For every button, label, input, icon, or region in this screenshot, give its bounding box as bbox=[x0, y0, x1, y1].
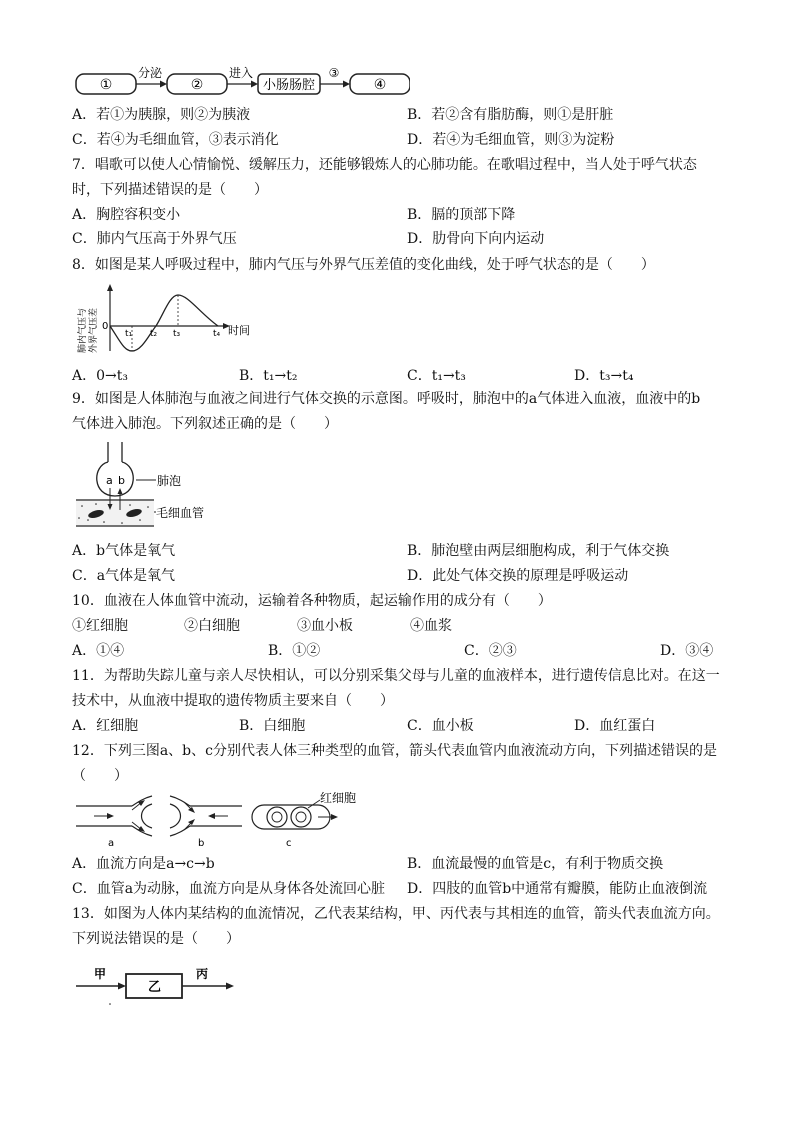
q11-option-c: C．血小板 bbox=[407, 718, 474, 734]
q12-label-b: b bbox=[198, 838, 205, 849]
q8-stem: 8．如图是某人呼吸过程中，肺内气压与外界气压差值的变化曲线，处于呼气状态的是（ ） bbox=[72, 257, 655, 273]
q8-option-c: C．t₁→t₃ bbox=[407, 368, 466, 384]
flow-box2: ② bbox=[190, 77, 204, 93]
flow-box1: ① bbox=[99, 77, 113, 93]
q12-option-d: D．四肢的血管b中通常有瓣膜，能防止血液倒流 bbox=[407, 881, 708, 897]
q9-option-a: A．b气体是氧气 bbox=[72, 543, 176, 559]
q9-option-c: C．a气体是氧气 bbox=[72, 568, 176, 584]
q8-ylabel-1: 肺内气压与 bbox=[78, 307, 88, 353]
q8-t1: t₁ bbox=[125, 329, 133, 339]
q11-option-a: A．红细胞 bbox=[72, 718, 139, 734]
q10-item-4: ④血浆 bbox=[410, 618, 452, 634]
q6-option-b: B．若②含有脂肪酶，则①是肝脏 bbox=[407, 107, 614, 123]
q7-stem-line1: 7．唱歌可以使人心情愉悦、缓解压力，还能够锻炼人的心肺功能。在歌唱过程中，当人处于呼气状态 bbox=[72, 157, 697, 173]
q13-stem-line1: 13．如图为人体内某结构的血流情况，乙代表某结构，甲、丙代表与其相连的血管，箭头代表血流方向。 bbox=[72, 906, 720, 922]
q12-label-c: c bbox=[286, 838, 292, 849]
q10-item-1: ①红细胞 bbox=[72, 618, 128, 634]
q6-option-a: A．若①为胰腺，则②为胰液 bbox=[72, 107, 251, 123]
q9-label-capillary: 毛细血管 bbox=[156, 506, 205, 520]
q10-stem: 10．血液在人体血管中流动，运输着各种物质，起运输作用的成分有（ ） bbox=[72, 593, 552, 609]
q12-label-a: a bbox=[108, 838, 115, 849]
q6-option-c: C．若④为毛细血管，③表示消化 bbox=[72, 132, 279, 148]
q8-ylabel-2: 外界气压差 bbox=[89, 307, 99, 353]
q8-origin: 0 bbox=[102, 321, 109, 332]
q6-option-d: D．若④为毛细血管，则③为淀粉 bbox=[407, 132, 615, 148]
flow-arrow2: 进入 bbox=[228, 66, 254, 80]
q8-t2: t₂ bbox=[150, 329, 158, 339]
q12-option-b: B．血流最慢的血管是c，有利于物质交换 bbox=[407, 856, 664, 872]
q13-label-jia: 甲 bbox=[94, 967, 107, 981]
q7-stem-line2: 时，下列描述错误的是（ ） bbox=[72, 182, 268, 198]
q9-option-b: B．肺泡壁由两层细胞构成，利于气体交换 bbox=[407, 543, 670, 559]
q12-option-a: A．血流方向是a→c→b bbox=[72, 856, 215, 872]
q12-option-c: C．血管a为动脉，血流方向是从身体各处流回心脏 bbox=[72, 881, 386, 897]
pressure-curve-figure bbox=[72, 283, 262, 355]
q8-xlabel: 时间 bbox=[228, 324, 250, 337]
q13-label-bing: 丙 bbox=[196, 967, 209, 981]
q10-option-b: B．①② bbox=[268, 643, 321, 659]
q13-label-yi: 乙 bbox=[148, 980, 162, 995]
flow-box3: 小肠肠腔 bbox=[262, 78, 316, 93]
digestion-flow-diagram bbox=[70, 64, 410, 104]
q9-label-alveolus: 肺泡 bbox=[157, 474, 182, 488]
q7-option-d: D．肋骨向下向内运动 bbox=[407, 231, 545, 247]
q10-option-c: C．②③ bbox=[464, 643, 517, 659]
q11-option-b: B．白细胞 bbox=[239, 718, 306, 734]
alveolus-exchange-figure bbox=[74, 440, 224, 530]
q9-stem-line1: 9．如图是人体肺泡与血液之间进行气体交换的示意图。呼吸时，肺泡中的a气体进入血液，血液中的b bbox=[72, 391, 701, 407]
q12-stem-line1: 12．下列三图a、b、c分别代表人体三种类型的血管，箭头代表血管内血液流动方向，下列描述错误的是 bbox=[72, 743, 717, 759]
q11-stem-line1: 11．为帮助失踪儿童与亲人尽快相认，可以分别采集父母与儿童的血液样本，进行遗传信息比对。在这一 bbox=[72, 668, 720, 684]
q12-stem-line2: （ ） bbox=[72, 768, 128, 784]
q9-label-a: a bbox=[106, 474, 113, 487]
q13-stem-line2: 下列说法错误的是（ ） bbox=[72, 931, 240, 947]
q8-option-d: D．t₃→t₄ bbox=[574, 368, 634, 384]
q10-item-2: ②白细胞 bbox=[184, 618, 240, 634]
q9-option-d: D．此处气体交换的原理是呼吸运动 bbox=[407, 568, 629, 584]
q7-option-c: C．肺内气压高于外界气压 bbox=[72, 231, 237, 247]
flow-box4: ④ bbox=[373, 77, 387, 93]
q10-option-d: D．③④ bbox=[660, 643, 714, 659]
q12-label-rbc: 红细胞 bbox=[320, 791, 357, 805]
flow-arrow3: ③ bbox=[328, 66, 340, 80]
q9-stem-line2: 气体进入肺泡。下列叙述正确的是（ ） bbox=[72, 416, 338, 432]
q9-label-b: b bbox=[118, 474, 125, 487]
q8-t3: t₃ bbox=[173, 329, 181, 339]
q8-option-b: B．t₁→t₂ bbox=[239, 368, 298, 384]
flow-arrow1: 分泌 bbox=[137, 66, 163, 80]
q11-option-d: D．血红蛋白 bbox=[574, 718, 656, 734]
q7-option-a: A．胸腔容积变小 bbox=[72, 207, 181, 223]
q8-t4: t₄ bbox=[213, 329, 221, 339]
q7-option-b: B．膈的顶部下降 bbox=[407, 207, 516, 223]
vessel-types-figure bbox=[72, 790, 372, 850]
q10-item-3: ③血小板 bbox=[297, 618, 353, 634]
q10-option-a: A．①④ bbox=[72, 643, 125, 659]
q11-stem-line2: 技术中，从血液中提取的遗传物质主要来自（ ） bbox=[72, 693, 394, 709]
structure-flow-figure bbox=[72, 962, 242, 1008]
q8-option-a: A．0→t₃ bbox=[72, 368, 128, 384]
